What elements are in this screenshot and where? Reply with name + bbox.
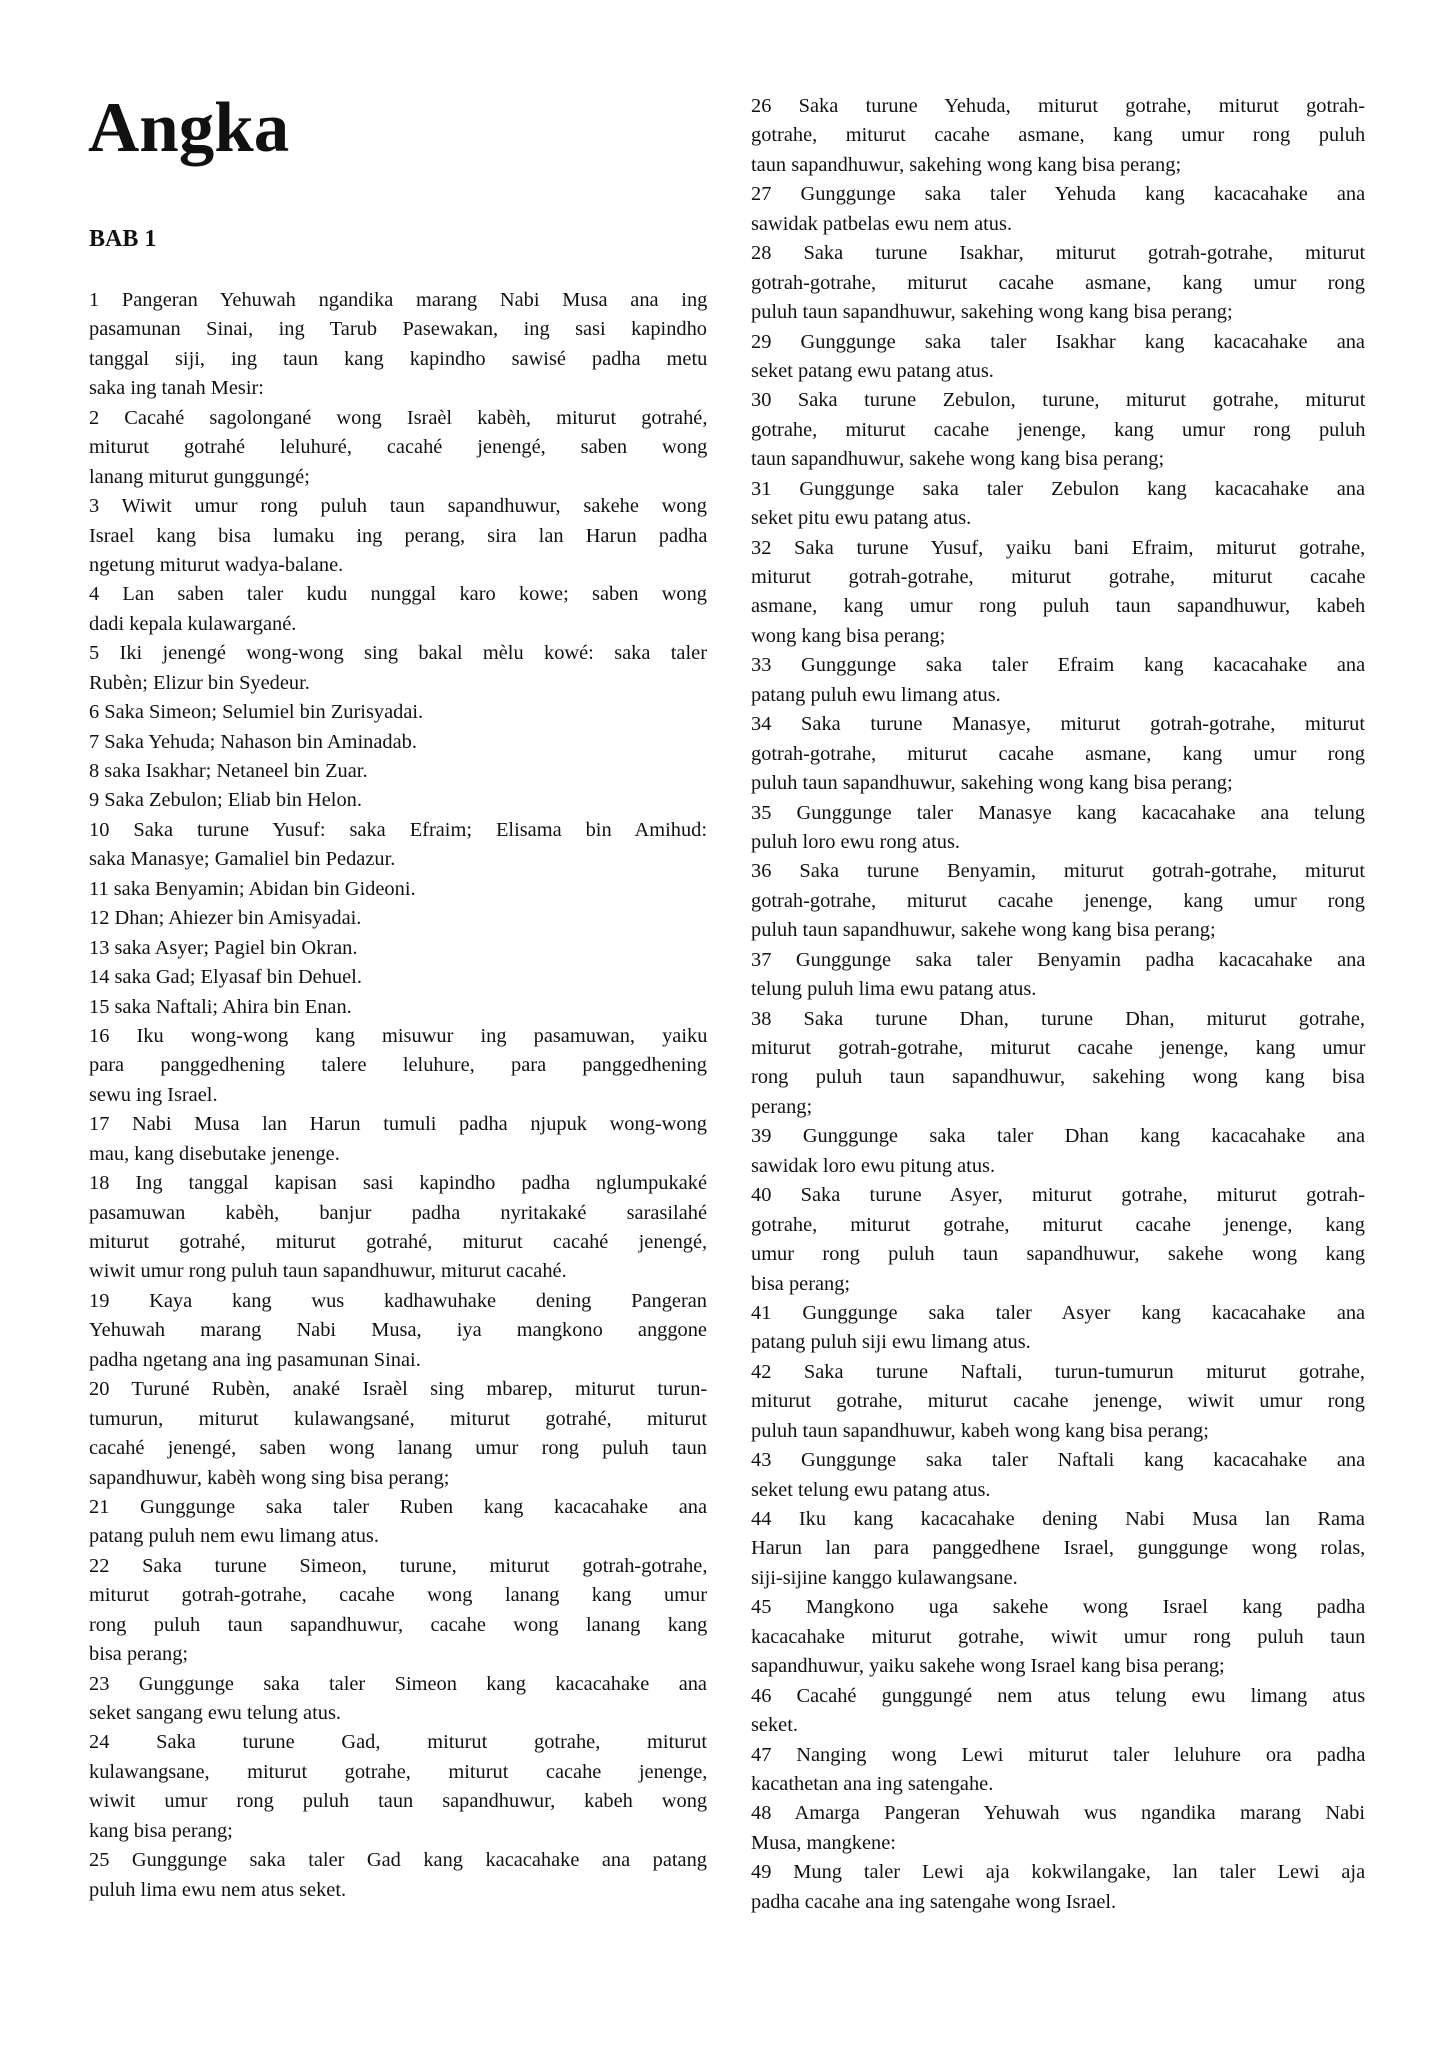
- verse-24: [89, 1728, 707, 1846]
- verse-line: seket pitu ewu patang atus.: [751, 507, 972, 530]
- verse-line: rong puluh taun sapandhuwur, cacahe wong lanang kang: [89, 1613, 708, 1636]
- verse-line: 32 Saka turune Yusuf, yaiku bani Efraim, miturut gotrahe,: [751, 536, 1366, 559]
- verse-line: sapandhuwur, kabèh wong sing bisa perang;: [89, 1466, 450, 1489]
- verse-line: 8 saka Isakhar; Netaneel bin Zuar.: [89, 760, 368, 782]
- verse-line: 20 Turuné Rubèn, anaké Israèl sing mbarep, miturut turun-: [89, 1378, 708, 1401]
- verse-33: [751, 651, 1365, 710]
- verse-line: taun sapandhuwur, sakehing wong kang bisa perang;: [751, 153, 1182, 176]
- verse-line: sapandhuwur, yaiku sakehe wong Israel kang bisa perang;: [751, 1655, 1225, 1678]
- verse-line: umur rong puluh taun sapandhuwur, sakehe wong kang: [751, 1243, 1366, 1266]
- verse-line: wiwit umur rong puluh taun sapandhuwur, miturut cacahé.: [89, 1260, 567, 1283]
- verse-9: [89, 786, 707, 815]
- verse-line: pasamuwan kabèh, banjur padha nyritakaké sarasilahé: [89, 1201, 707, 1224]
- verse-line: 33 Gunggunge saka taler Efraim kang kacacahake ana: [751, 654, 1366, 677]
- verse-line: 10 Saka turune Yusuf: saka Efraim; Elisama bin Amihud:: [89, 818, 708, 841]
- right-column: [751, 92, 1365, 1917]
- verse-line: 42 Saka turune Naftali, turun-tumurun miturut gotrahe,: [751, 1360, 1365, 1383]
- verse-line: 7 Saka Yehuda; Nahason bin Aminadab.: [89, 730, 417, 753]
- verse-line: 40 Saka turune Asyer, miturut gotrahe, miturut gotrah-: [751, 1184, 1365, 1207]
- verse-28: [751, 239, 1365, 327]
- verse-line: 29 Gunggunge saka taler Isakhar kang kacacahake ana: [751, 330, 1365, 353]
- verse-line: 19 Kaya kang wus kadhawuhake dening Pangeran: [89, 1289, 707, 1312]
- verse-line: tumurun, miturut kulawangsané, miturut gotrahé, miturut: [89, 1407, 707, 1430]
- verse-line: patang puluh nem ewu limang atus.: [89, 1525, 379, 1548]
- verse-line: 16 Iku wong-wong kang misuwur ing pasamuwan, yaiku: [89, 1024, 708, 1047]
- verse-line: kacathetan ana ing satengahe.: [751, 1772, 994, 1795]
- verse-4: [89, 580, 707, 639]
- verse-line: miturut gotrahé leluhuré, cacahé jenengé, saben wong: [89, 436, 708, 459]
- verse-line: puluh taun sapandhuwur, sakehe wong kang bisa perang;: [751, 919, 1216, 942]
- verse-line: puluh lima ewu nem atus seket.: [89, 1878, 347, 1901]
- verse-46: [751, 1682, 1365, 1741]
- verse-line: kang bisa perang;: [89, 1819, 233, 1842]
- verse-34: [751, 710, 1365, 798]
- verse-line: 28 Saka turune Isakhar, miturut gotrah-gotrahe, miturut: [751, 242, 1366, 265]
- chapter-heading: BAB 1: [89, 226, 157, 252]
- verse-line: 48 Amarga Pangeran Yehuwah wus ngandika marang Nabi: [751, 1802, 1365, 1825]
- verse-line: 39 Gunggunge saka taler Dhan kang kacacahake ana: [751, 1125, 1365, 1148]
- verse-line: 25 Gunggunge saka taler Gad kang kacacahake ana patang: [89, 1849, 707, 1872]
- verse-line: tanggal siji, ing taun kang kapindho sawisé padha metu: [89, 347, 708, 370]
- verse-line: bisa perang;: [751, 1272, 851, 1295]
- verse-line: mau, kang disebutake jenenge.: [89, 1142, 340, 1165]
- verse-line: seket.: [751, 1714, 798, 1737]
- verse-line: 37 Gunggunge saka taler Benyamin padha kacacahake ana: [751, 948, 1366, 971]
- verse-20: [89, 1375, 707, 1493]
- verse-8: [89, 757, 707, 786]
- verse-16: [89, 1022, 707, 1110]
- verse-29: [751, 328, 1365, 387]
- verse-line: 6 Saka Simeon; Selumiel bin Zurisyadai.: [89, 701, 424, 724]
- left-column: [89, 286, 707, 1905]
- verse-line: 46 Cacahé gunggungé nem atus telung ewu limang atus: [751, 1684, 1366, 1707]
- verse-37: [751, 946, 1365, 1005]
- verse-26: [751, 92, 1365, 180]
- verse-40: [751, 1181, 1365, 1299]
- verse-line: 21 Gunggunge saka taler Ruben kang kacacahake ana: [89, 1495, 707, 1518]
- verse-7: [89, 728, 707, 757]
- verse-line: 49 Mung taler Lewi aja kokwilangake, lan taler Lewi aja: [751, 1861, 1366, 1884]
- verse-line: gotrah-gotrahe, miturut cacahe asmane, kang umur rong: [751, 271, 1365, 294]
- verse-line: dadi kepala kulawargané.: [89, 612, 297, 635]
- verse-30: [751, 386, 1365, 474]
- verse-35: [751, 799, 1365, 858]
- verse-line: 18 Ing tanggal kapisan sasi kapindho padha nglumpukaké: [89, 1172, 707, 1195]
- verse-line: saka ing tanah Mesir:: [89, 377, 264, 400]
- verse-line: 3 Wiwit umur rong puluh taun sapandhuwur, sakehe wong: [89, 495, 707, 518]
- verse-line: miturut gotrah-gotrahe, miturut cacahe jenenge, kang umur: [751, 1037, 1366, 1059]
- verse-line: 27 Gunggunge saka taler Yehuda kang kacacahake ana: [751, 183, 1366, 206]
- verse-21: [89, 1493, 707, 1552]
- verse-line: telung puluh lima ewu patang atus.: [751, 978, 1037, 1001]
- verse-line: patang puluh siji ewu limang atus.: [751, 1331, 1031, 1354]
- verse-line: 35 Gunggunge taler Manasye kang kacacahake ana telung: [751, 801, 1365, 824]
- verse-line: gotrahe, miturut gotrahe, miturut cacahe jenenge, kang: [751, 1213, 1365, 1236]
- verse-line: pasamunan Sinai, ing Tarub Pasewakan, ing sasi kapindho: [89, 318, 707, 341]
- verse-line: 30 Saka turune Zebulon, turune, miturut gotrahe, miturut: [751, 389, 1366, 412]
- verse-line: sawidak patbelas ewu nem atus.: [751, 212, 1013, 235]
- verse-line: gotrah-gotrahe, miturut cacahe asmane, kang umur rong: [751, 742, 1365, 765]
- verse-line: Israel kang bisa lumaku ing perang, sira lan Harun padha: [89, 524, 708, 547]
- verse-11: [89, 875, 707, 904]
- verse-line: 31 Gunggunge saka taler Zebulon kang kacacahake ana: [751, 477, 1365, 500]
- verse-line: cacahé jenengé, saben wong lanang umur rong puluh taun: [89, 1437, 707, 1460]
- verse-line: miturut gotrahe, miturut cacahe jenenge, wiwit umur rong: [751, 1390, 1365, 1413]
- verse-line: 26 Saka turune Yehuda, miturut gotrahe, miturut gotrah-: [751, 95, 1365, 117]
- verse-22: [89, 1552, 707, 1670]
- verse-line: sewu ing Israel.: [89, 1083, 218, 1106]
- verse-line: 44 Iku kang kacacahake dening Nabi Musa lan Rama: [751, 1508, 1365, 1530]
- verse-line: 34 Saka turune Manasye, miturut gotrah-gotrahe, miturut: [751, 713, 1365, 736]
- verse-line: Yehuwah marang Nabi Musa, iya mangkono anggone: [89, 1319, 707, 1342]
- verse-12: [89, 904, 707, 933]
- verse-43: [751, 1446, 1365, 1505]
- verse-2: [89, 404, 707, 492]
- verse-36: [751, 857, 1365, 945]
- verse-line: miturut gotrah-gotrahe, cacahe wong lanang kang umur: [89, 1584, 707, 1607]
- verse-5: [89, 639, 707, 698]
- verse-line: gotrah-gotrahe, miturut cacahe jenenge, kang umur rong: [751, 889, 1365, 912]
- verse-line: para panggedhening talere leluhure, para panggedhening: [89, 1054, 707, 1077]
- verse-line: taun sapandhuwur, sakehe wong kang bisa perang;: [751, 448, 1165, 471]
- verse-line: 12 Dhan; Ahiezer bin Amisyadai.: [89, 907, 362, 930]
- verse-line: puluh taun sapandhuwur, kabeh wong kang bisa perang;: [751, 1419, 1209, 1442]
- verse-line: 4 Lan saben taler kudu nunggal karo kowe; saben wong: [89, 583, 707, 606]
- verse-line: 2 Cacahé sagolongané wong Israèl kabèh, miturut gotrahé,: [89, 406, 708, 429]
- verse-14: [89, 963, 707, 992]
- verse-41: [751, 1299, 1365, 1358]
- verse-13: [89, 934, 707, 963]
- verse-line: lanang miturut gunggungé;: [89, 465, 310, 488]
- verse-19: [89, 1287, 707, 1375]
- verse-45: [751, 1593, 1365, 1681]
- verse-17: [89, 1110, 707, 1169]
- verse-line: 41 Gunggunge saka taler Asyer kang kacacahake ana: [751, 1301, 1366, 1324]
- verse-6: [89, 698, 707, 727]
- verse-line: asmane, kang umur rong puluh taun sapandhuwur, kabeh: [751, 595, 1366, 618]
- verse-42: [751, 1358, 1365, 1446]
- verse-line: kacacahake miturut gotrahe, wiwit umur rong puluh taun: [751, 1625, 1366, 1648]
- verse-38: [751, 1005, 1365, 1123]
- verse-line: Rubèn; Elizur bin Syedeur.: [89, 671, 310, 694]
- verse-line: Harun lan para panggedhene Israel, gunggunge wong rolas,: [751, 1537, 1366, 1560]
- verse-line: puluh taun sapandhuwur, sakehing wong kang bisa perang;: [751, 301, 1233, 324]
- verse-line: puluh loro ewu rong atus.: [751, 830, 960, 853]
- verse-line: 15 saka Naftali; Ahira bin Enan.: [89, 995, 352, 1018]
- verse-line: bisa perang;: [89, 1643, 189, 1666]
- verse-line: miturut gotrah-gotrahe, miturut gotrahe, miturut cacahe: [751, 566, 1366, 588]
- verse-line: gotrahe, miturut cacahe jenenge, kang umur rong puluh: [751, 418, 1366, 441]
- verse-47: [751, 1741, 1365, 1800]
- verse-line: 17 Nabi Musa lan Harun tumuli padha njupuk wong-wong: [89, 1113, 707, 1136]
- document-title: Angka: [88, 89, 290, 167]
- verse-line: 38 Saka turune Dhan, turune Dhan, miturut gotrahe,: [751, 1007, 1365, 1030]
- verse-line: ngetung miturut wadya-balane.: [89, 553, 344, 576]
- verse-line: 5 Iki jenengé wong-wong sing bakal mèlu kowé: saka taler: [89, 642, 707, 665]
- verse-39: [751, 1122, 1365, 1181]
- verse-line: padha ngetang ana ing pasamunan Sinai.: [89, 1348, 421, 1371]
- verse-line: kulawangsane, miturut gotrahe, miturut cacahe jenenge,: [89, 1760, 708, 1783]
- verse-line: rong puluh taun sapandhuwur, sakehing wong kang bisa: [751, 1066, 1365, 1089]
- verse-32: [751, 534, 1365, 652]
- verse-line: siji-sijine kanggo kulawangsane.: [751, 1566, 1018, 1589]
- verse-18: [89, 1169, 707, 1287]
- verse-line: 13 saka Asyer; Pagiel bin Okran.: [89, 936, 358, 959]
- verse-line: perang;: [751, 1095, 813, 1118]
- verse-line: 47 Nanging wong Lewi miturut taler leluhure ora padha: [751, 1743, 1366, 1766]
- verse-25: [89, 1846, 707, 1905]
- verse-line: 1 Pangeran Yehuwah ngandika marang Nabi Musa ana ing: [89, 289, 708, 311]
- verse-line: puluh taun sapandhuwur, sakehing wong kang bisa perang;: [751, 772, 1233, 795]
- verse-line: gotrahe, miturut cacahe asmane, kang umur rong puluh: [751, 124, 1366, 147]
- verse-line: 14 saka Gad; Elyasaf bin Dehuel.: [89, 966, 362, 989]
- verse-line: padha cacahe ana ing satengahe wong Israel.: [751, 1890, 1117, 1913]
- verse-line: saka Manasye; Gamaliel bin Pedazur.: [89, 848, 396, 871]
- verse-44: [751, 1505, 1365, 1593]
- verse-3: [89, 492, 707, 580]
- verse-23: [89, 1670, 707, 1729]
- verse-31: [751, 475, 1365, 534]
- verse-line: wiwit umur rong puluh taun sapandhuwur, kabeh wong: [89, 1790, 708, 1813]
- verse-1: [89, 286, 707, 404]
- verse-line: 36 Saka turune Benyamin, miturut gotrah-gotrahe, miturut: [751, 860, 1365, 883]
- verse-line: patang puluh ewu limang atus.: [751, 683, 1001, 706]
- verse-line: seket telung ewu patang atus.: [751, 1478, 991, 1501]
- verse-line: 23 Gunggunge saka taler Simeon kang kacacahake ana: [89, 1672, 707, 1695]
- verse-line: miturut gotrahé, miturut gotrahé, miturut cacahé jenengé,: [89, 1231, 708, 1253]
- verse-15: [89, 993, 707, 1022]
- verse-line: 43 Gunggunge saka taler Naftali kang kacacahake ana: [751, 1449, 1366, 1472]
- verse-line: seket patang ewu patang atus.: [751, 359, 994, 382]
- verse-49: [751, 1858, 1365, 1917]
- verse-line: wong kang bisa perang;: [751, 624, 946, 647]
- verse-line: 22 Saka turune Simeon, turune, miturut gotrah-gotrahe,: [89, 1554, 708, 1577]
- verse-line: 45 Mangkono uga sakehe wong Israel kang padha: [751, 1596, 1366, 1619]
- verse-line: Musa, mangkene:: [751, 1831, 896, 1854]
- verse-line: 11 saka Benyamin; Abidan bin Gideoni.: [89, 877, 416, 900]
- verse-line: seket sangang ewu telung atus.: [89, 1702, 341, 1724]
- verse-line: 24 Saka turune Gad, miturut gotrahe, miturut: [89, 1731, 708, 1754]
- verse-line: sawidak loro ewu pitung atus.: [751, 1154, 996, 1177]
- verse-48: [751, 1799, 1365, 1858]
- verse-10: [89, 816, 707, 875]
- verse-line: 9 Saka Zebulon; Eliab bin Helon.: [89, 789, 362, 812]
- verse-27: [751, 180, 1365, 239]
